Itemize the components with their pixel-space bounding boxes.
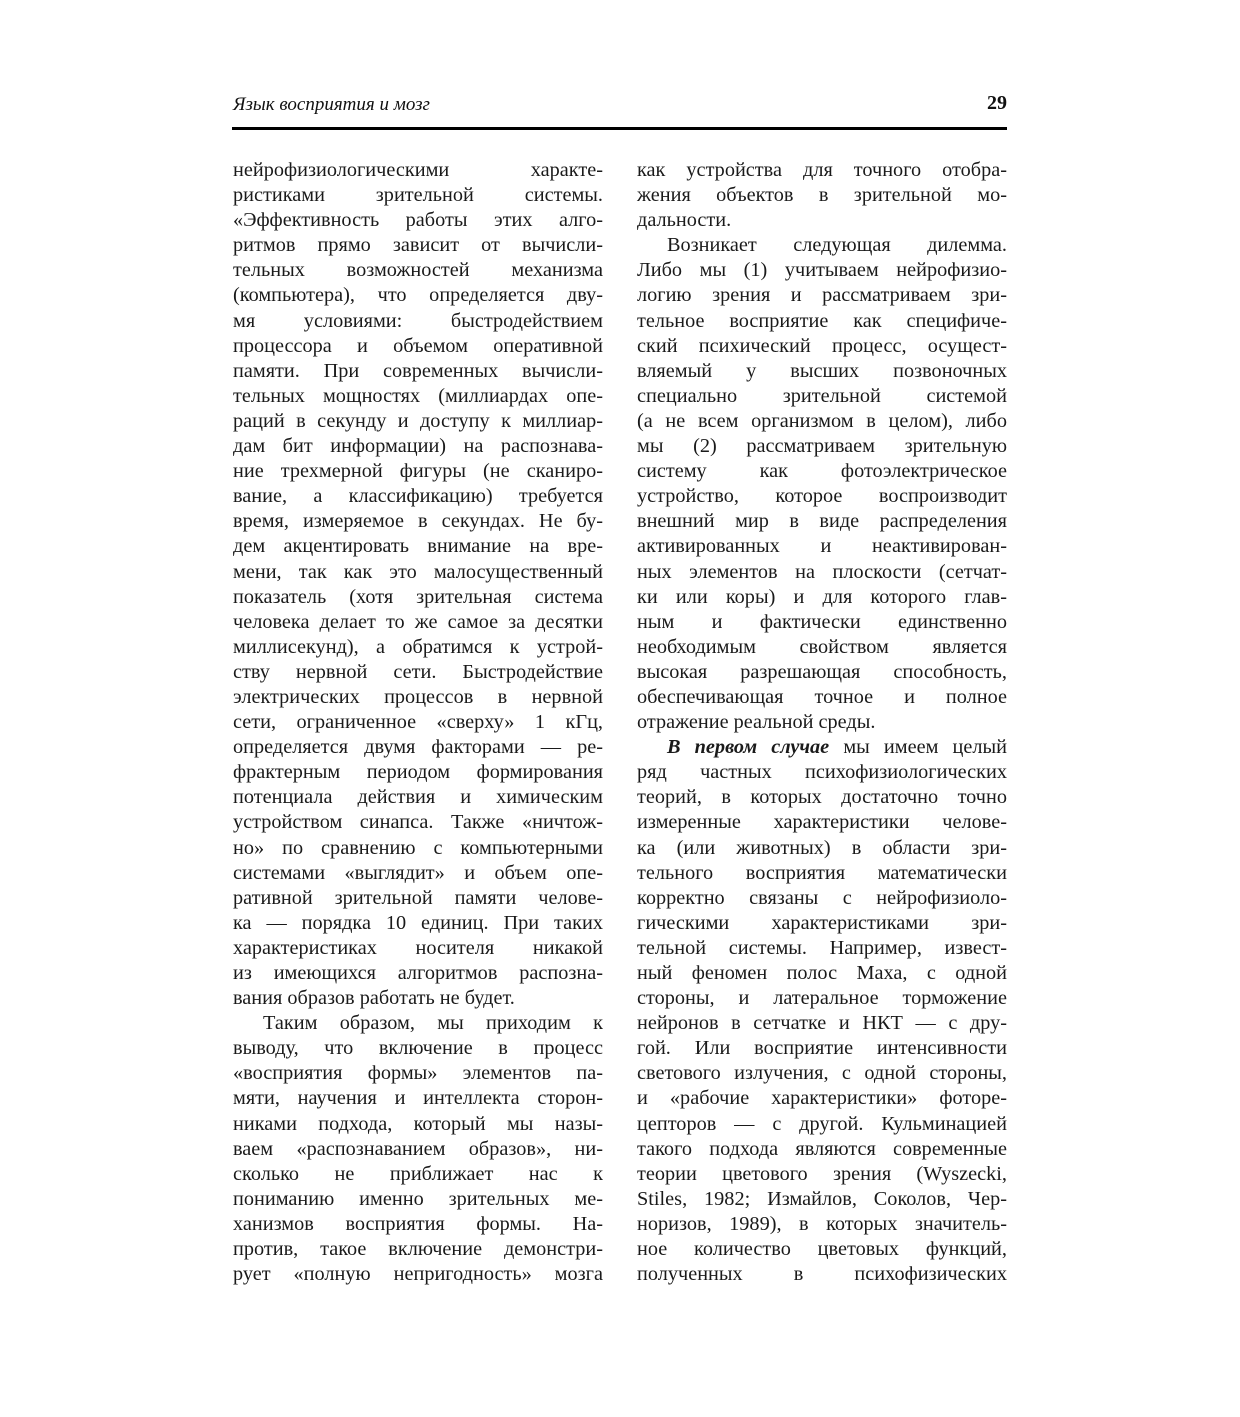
text-line: ное количество цветовых функций,: [637, 1238, 1007, 1261]
text-line: выводу, что включение в процесс: [233, 1037, 603, 1060]
text-line: жения объектов в зрительной мо-: [637, 184, 1007, 207]
text-line: отражение реальной среды.: [637, 711, 876, 734]
text-line: Stiles, 1982; Измайлов, Соколов, Чер-: [637, 1187, 1007, 1210]
text-line: высокая разрешающая способность,: [637, 660, 1007, 683]
text-line: Либо мы (1) учитываем нейрофизио-: [637, 259, 1007, 282]
text-line: норизов, 1989), в которых значитель-: [637, 1212, 1007, 1235]
text-line: фрактерным периодом формирования: [233, 761, 603, 784]
text-line: нейрофизиологическими характе-: [233, 159, 603, 181]
text-line: гой. Или восприятие интенсивности: [637, 1037, 1007, 1060]
emphasis-lead: В первом случае: [667, 736, 830, 759]
text-line: памяти. При современных вычисли-: [233, 359, 603, 382]
text-line: «Эффективность работы этих алго-: [233, 209, 603, 232]
right-column: [637, 158, 1007, 1287]
text-line: (а не всем организмом в целом), либо: [637, 409, 1007, 432]
text-line: ный феномен полос Маха, с одной: [637, 962, 1007, 984]
text-line: ханизмов восприятия формы. На-: [233, 1212, 603, 1235]
header-rule: [232, 127, 1007, 130]
text-line: устройство, которое воспроизводит: [637, 485, 1007, 508]
text-line: тельных возможностей механизма: [233, 259, 603, 282]
text-line: пониманию именно зрительных ме-: [233, 1187, 603, 1210]
text-line: вания образов работать не будет.: [233, 987, 515, 1010]
text-line: полученных в психофизических: [637, 1263, 1007, 1286]
text-line: электрических процессов в нервной: [233, 685, 603, 708]
text-line: ных элементов на плоскости (сетчат-: [637, 560, 1007, 583]
text-line: но» по сравнению с компьютерными: [233, 836, 603, 859]
text-line: дем акцентировать внимание на вре-: [233, 535, 603, 558]
text-line: раций в секунду и доступу к миллиар-: [233, 409, 603, 432]
text-line: обеспечивающая точное и полное: [637, 685, 1007, 708]
text-line: ский психический процесс, осущест-: [637, 334, 1007, 357]
text-line: против, такое включение демонстри-: [233, 1238, 603, 1261]
text-line: дальности.: [637, 209, 732, 232]
text-line: ству нервной сети. Быстродействие: [233, 660, 603, 683]
text-line: определяется двумя факторами — ре-: [233, 736, 603, 759]
text-line: рует «полную непригодность» мозга: [233, 1263, 603, 1286]
page-number: 29: [987, 92, 1007, 114]
text-line: тельных мощностях (миллиардах опе-: [233, 384, 603, 407]
text-line: Таким образом, мы приходим к: [263, 1012, 603, 1035]
text-line: мы (2) рассматриваем зрительную: [637, 435, 1007, 458]
text-line: ки или коры) и для которого глав-: [637, 585, 1007, 608]
text-line: нейронов в сетчатке и НКТ — с дру-: [637, 1012, 1007, 1035]
text-line: из имеющихся алгоритмов распозна-: [233, 962, 603, 984]
text-line: стороны, и латеральное торможение: [637, 987, 1007, 1010]
text-line: необходимым свойством является: [637, 635, 1007, 658]
text-line: мяти, научения и интеллекта сторон-: [233, 1087, 603, 1110]
text-line: ка — порядка 10 единиц. При таких: [233, 911, 603, 934]
text-line: дам бит информации) на распознава-: [233, 435, 603, 458]
text-line: корректно связаны с нейрофизиоло-: [637, 886, 1007, 909]
text-line: (компьютера), что определяется дву-: [233, 284, 603, 307]
text-line: теорий, в которых достаточно точно: [637, 786, 1007, 809]
text-line: гическими характеристиками зри-: [637, 911, 1007, 934]
text-line: миллисекунд), а обратимся к устрой-: [233, 635, 603, 658]
text-line: измеренные характеристики челове-: [637, 811, 1007, 834]
text-line: никами подхода, который мы назы-: [233, 1112, 603, 1135]
text-line: ряд частных психофизиологических: [637, 761, 1007, 784]
running-head: [233, 92, 1007, 122]
text-line: мени, так как это малосущественный: [233, 560, 603, 583]
text-line: потенциала действия и химическим: [233, 786, 603, 809]
text-line: вляемый у высших позвоночных: [637, 359, 1007, 382]
text-line: сколько не приближает нас к: [233, 1162, 603, 1185]
text-line-rest: мы имеем целый: [843, 736, 1007, 759]
text-line: ным и фактически единственно: [637, 610, 1007, 633]
text-line: человека делает то же самое за десятки: [233, 610, 603, 633]
running-title: Язык восприятия и мозг: [233, 94, 430, 115]
text-line: «восприятия формы» элементов па-: [233, 1062, 603, 1085]
text-line: время, измеряемое в секундах. Не бу-: [233, 510, 603, 533]
text-line: мя условиями: быстродействием: [233, 309, 603, 332]
text-line: тельного восприятия математически: [637, 861, 1007, 884]
text-line: устройством синапса. Также «ничтож-: [233, 811, 603, 834]
text-line: ние трехмерной фигуры (не сканиро-: [233, 460, 603, 483]
text-line: цепторов — с другой. Кульминацией: [637, 1112, 1007, 1135]
text-line: Возникает следующая дилемма.: [667, 234, 1007, 257]
text-line: ваем «распознаванием образов», ни-: [233, 1137, 603, 1160]
text-line: теории цветового зрения (Wyszecki,: [637, 1162, 1007, 1185]
left-column: [233, 158, 603, 1287]
text-line: ка (или животных) в области зри-: [637, 836, 1007, 859]
text-line: показатель (хотя зрительная система: [233, 585, 603, 608]
text-line-emphasis: [637, 735, 1007, 760]
text-line: логию зрения и рассматриваем зри-: [637, 284, 1007, 307]
text-line: ристиками зрительной системы.: [233, 184, 603, 207]
text-line: и «рабочие характеристики» фоторе-: [637, 1087, 1007, 1110]
text-line: систему как фотоэлектрическое: [637, 460, 1007, 483]
text-line: характеристиках носителя никакой: [233, 936, 603, 959]
text-line: специально зрительной системой: [637, 384, 1007, 407]
text-line: сети, ограниченное «сверху» 1 кГц,: [233, 711, 603, 734]
text-line: активированных и неактивирован-: [637, 535, 1007, 558]
text-line: тельное восприятие как специфиче-: [637, 309, 1007, 332]
text-line: процессора и объемом оперативной: [233, 334, 603, 357]
text-line: ративной зрительной памяти челове-: [233, 886, 603, 909]
text-line: внешний мир в виде распределения: [637, 510, 1007, 533]
text-line: тельной системы. Например, извест-: [637, 936, 1007, 959]
text-line: светового излучения, с одной стороны,: [637, 1062, 1007, 1085]
text-line: такого подхода являются современные: [637, 1137, 1007, 1160]
text-line: как устройства для точного отобра-: [637, 159, 1007, 181]
text-line: вание, а классификацию) требуется: [233, 485, 603, 508]
text-line: системами «выглядит» и объем опе-: [233, 861, 603, 884]
text-line: ритмов прямо зависит от вычисли-: [233, 234, 603, 257]
